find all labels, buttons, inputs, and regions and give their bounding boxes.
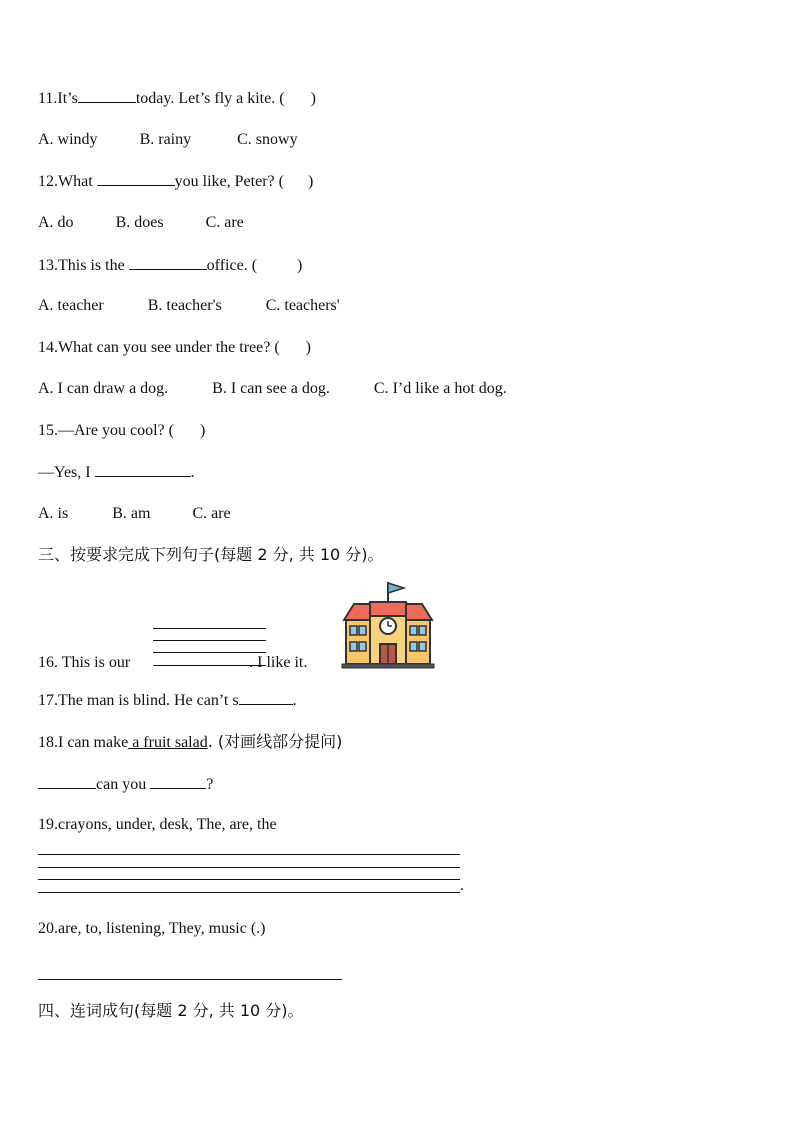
q12-close-paren: ) — [307, 173, 314, 190]
q15-option-c: C. are — [192, 505, 231, 522]
q18-blank-1[interactable] — [38, 774, 96, 789]
q15-response-prefix: —Yes, I — [38, 464, 91, 481]
question-17 — [38, 690, 297, 711]
section-4-heading: 四、连词成句(每题 2 分, 共 10 分)。 — [38, 1001, 304, 1020]
q15-blank[interactable] — [95, 462, 191, 477]
question-18 — [38, 732, 342, 753]
school-building-icon — [340, 580, 436, 670]
q11-option-b: B. rainy — [139, 131, 192, 148]
q18-blank-2[interactable] — [150, 774, 206, 789]
q13-option-c: C. teachers' — [265, 297, 340, 314]
question-14 — [38, 338, 311, 358]
q15-option-b: B. am — [112, 505, 151, 522]
q18-instruction: . (对画线部分提问) — [207, 732, 343, 751]
question-15 — [38, 421, 205, 441]
section-3-heading: 三、按要求完成下列句子(每题 2 分, 共 10 分)。 — [38, 545, 384, 564]
q12-option-a: A. do — [38, 214, 74, 231]
q14-options — [38, 379, 507, 399]
question-16 — [38, 653, 307, 673]
q16-guide-line-1 — [153, 628, 266, 629]
q12-suffix: you like, Peter? ( — [174, 173, 284, 190]
q15-option-a: A. is — [38, 505, 69, 522]
q18-underlined-phrase: a fruit salad — [128, 734, 208, 751]
q17-prefix: 17.The man is blind. He can’t s — [38, 692, 239, 709]
q15-text: 15.—Are you cool? ( — [38, 422, 174, 439]
q11-options — [38, 130, 298, 150]
q13-prefix: 13.This is the — [38, 257, 125, 274]
question-13 — [38, 255, 302, 276]
q11-suffix: today. Let’s fly a kite. ( — [135, 90, 285, 107]
q17-blank[interactable] — [239, 690, 293, 705]
q14-option-c: C. I’d like a hot dog. — [373, 380, 507, 397]
q11-prefix: 11.It’s — [38, 90, 78, 107]
q18-middle-text: can you — [96, 776, 147, 793]
q14-option-a: A. I can draw a dog. — [38, 380, 169, 397]
q13-blank[interactable] — [129, 255, 207, 270]
q19-writing-area[interactable] — [38, 852, 460, 894]
q15-response-period: . — [190, 464, 195, 481]
q16-prefix: 16. This is our — [38, 654, 131, 671]
q16-suffix: . I like it. — [249, 654, 308, 671]
q11-option-c: C. snowy — [237, 131, 298, 148]
q13-option-a: A. teacher — [38, 297, 104, 314]
q12-option-c: C. are — [205, 214, 244, 231]
q20-answer-line[interactable] — [38, 979, 342, 980]
question-19: 19.crayons, under, desk, The, are, the — [38, 816, 277, 833]
q15-close-paren: ) — [199, 422, 206, 439]
q18-answer-line — [38, 774, 213, 795]
q13-suffix: office. ( — [206, 257, 258, 274]
q18-question-mark: ? — [206, 776, 214, 793]
question-11 — [38, 88, 316, 109]
q12-prefix: 12.What — [38, 173, 93, 190]
q15-response — [38, 462, 195, 483]
q14-text: 14.What can you see under the tree? ( — [38, 339, 280, 356]
question-20: 20.are, to, listening, They, music (.) — [38, 920, 266, 937]
q11-blank[interactable] — [78, 88, 136, 103]
q17-period: . — [292, 692, 297, 709]
q19-period: . — [460, 877, 464, 894]
q12-blank[interactable] — [97, 171, 175, 186]
q13-options — [38, 296, 340, 316]
q14-option-b: B. I can see a dog. — [212, 380, 330, 397]
q16-guide-line-2 — [153, 640, 266, 641]
q11-close-paren: ) — [310, 90, 316, 107]
q13-option-b: B. teacher's — [147, 297, 222, 314]
q13-close-paren: ) — [297, 257, 303, 274]
q12-option-b: B. does — [115, 214, 164, 231]
q14-close-paren: ) — [305, 339, 311, 356]
q12-options — [38, 213, 244, 233]
question-12 — [38, 171, 313, 192]
q15-options — [38, 504, 231, 524]
q11-option-a: A. windy — [38, 131, 98, 148]
q18-prefix: 18.I can make — [38, 734, 129, 751]
